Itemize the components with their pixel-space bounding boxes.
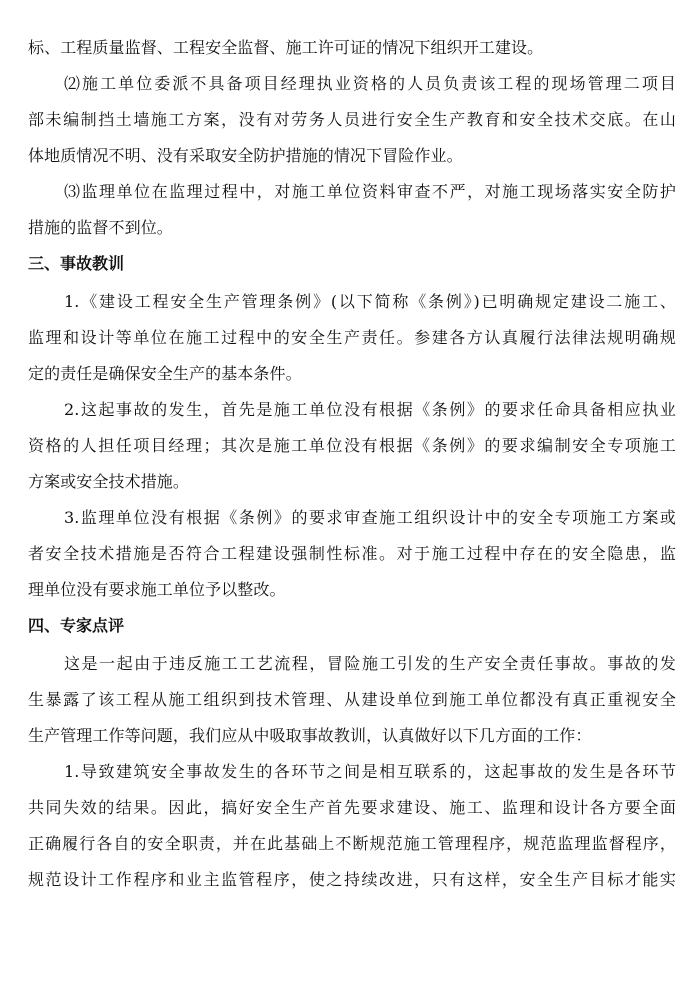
paragraph-line: 规范设计工作程序和业主监管程序，使之持续改进，只有这样，安全生产目标才能实 — [28, 870, 676, 889]
paragraph-line: 措施的监督不到位。 — [28, 218, 173, 237]
paragraph-line: 共同失效的结果。因此，搞好安全生产首先要求建设、施工、监理和设计各方要全面 — [28, 798, 676, 817]
paragraph-line: 体地质情况不明、没有采取安全防护措施的情况下冒险作业。 — [28, 146, 463, 165]
paragraph-line: 监理和设计等单位在施工过程中的安全生产责任。参建各方认真履行法律法规明确规 — [28, 328, 676, 347]
paragraph-line: 3.监理单位没有根据《条例》的要求审查施工组织设计中的安全专项施工方案或 — [64, 508, 676, 527]
paragraph-line: 1.《建设工程安全生产管理条例》(以下简称《条例》)已明确规定建设二施工、 — [64, 292, 676, 311]
paragraph-line: ⑶监理单位在监理过程中，对施工单位资料审查不严，对施工现场落实安全防护 — [64, 182, 676, 201]
section-heading: 三、事故教训 — [28, 254, 125, 273]
paragraph-line: 这是一起由于违反施工工艺流程，冒险施工引发的生产安全责任事故。事故的发 — [64, 654, 676, 673]
paragraph-line: 者安全技术措施是否符合工程建设强制性标准。对于施工过程中存在的安全隐患，监 — [28, 544, 676, 563]
document-body — [28, 30, 676, 898]
paragraph-line: 生产管理工作等问题，我们应从中吸取事故教训，认真做好以下几方面的工作： — [28, 726, 592, 745]
paragraph-line: 1.导致建筑安全事故发生的各环节之间是相互联系的，这起事故的发生是各环节 — [64, 762, 676, 781]
paragraph-line: 方案或安全技术措施。 — [28, 472, 190, 491]
paragraph-line: ⑵施工单位委派不具备项目经理执业资格的人员负责该工程的现场管理二项目 — [64, 74, 676, 93]
section-heading: 四、专家点评 — [28, 616, 125, 635]
paragraph-line: 生暴露了该工程从施工组织到技术管理、从建设单位到施工单位都没有真正重视安全 — [28, 690, 676, 709]
paragraph-line: 正确履行各自的安全职责，并在此基础上不断规范施工管理程序，规范监理监督程序， — [28, 834, 676, 853]
paragraph-line: 标、工程质量监督、工程安全监督、施工许可证的情况下组织开工建设。 — [28, 38, 544, 57]
paragraph-line: 部未编制挡土墙施工方案，没有对劳务人员进行安全生产教育和安全技术交底。在山 — [28, 110, 676, 129]
paragraph-line: 定的责任是确保安全生产的基本条件。 — [28, 364, 302, 383]
paragraph-line: 理单位没有要求施工单位予以整改。 — [28, 580, 286, 599]
paragraph-line: 2.这起事故的发生，首先是施工单位没有根据《条例》的要求任命具备相应执业 — [64, 400, 676, 419]
paragraph-line: 资格的人担任项目经理；其次是施工单位没有根据《条例》的要求编制安全专项施工 — [28, 436, 676, 455]
